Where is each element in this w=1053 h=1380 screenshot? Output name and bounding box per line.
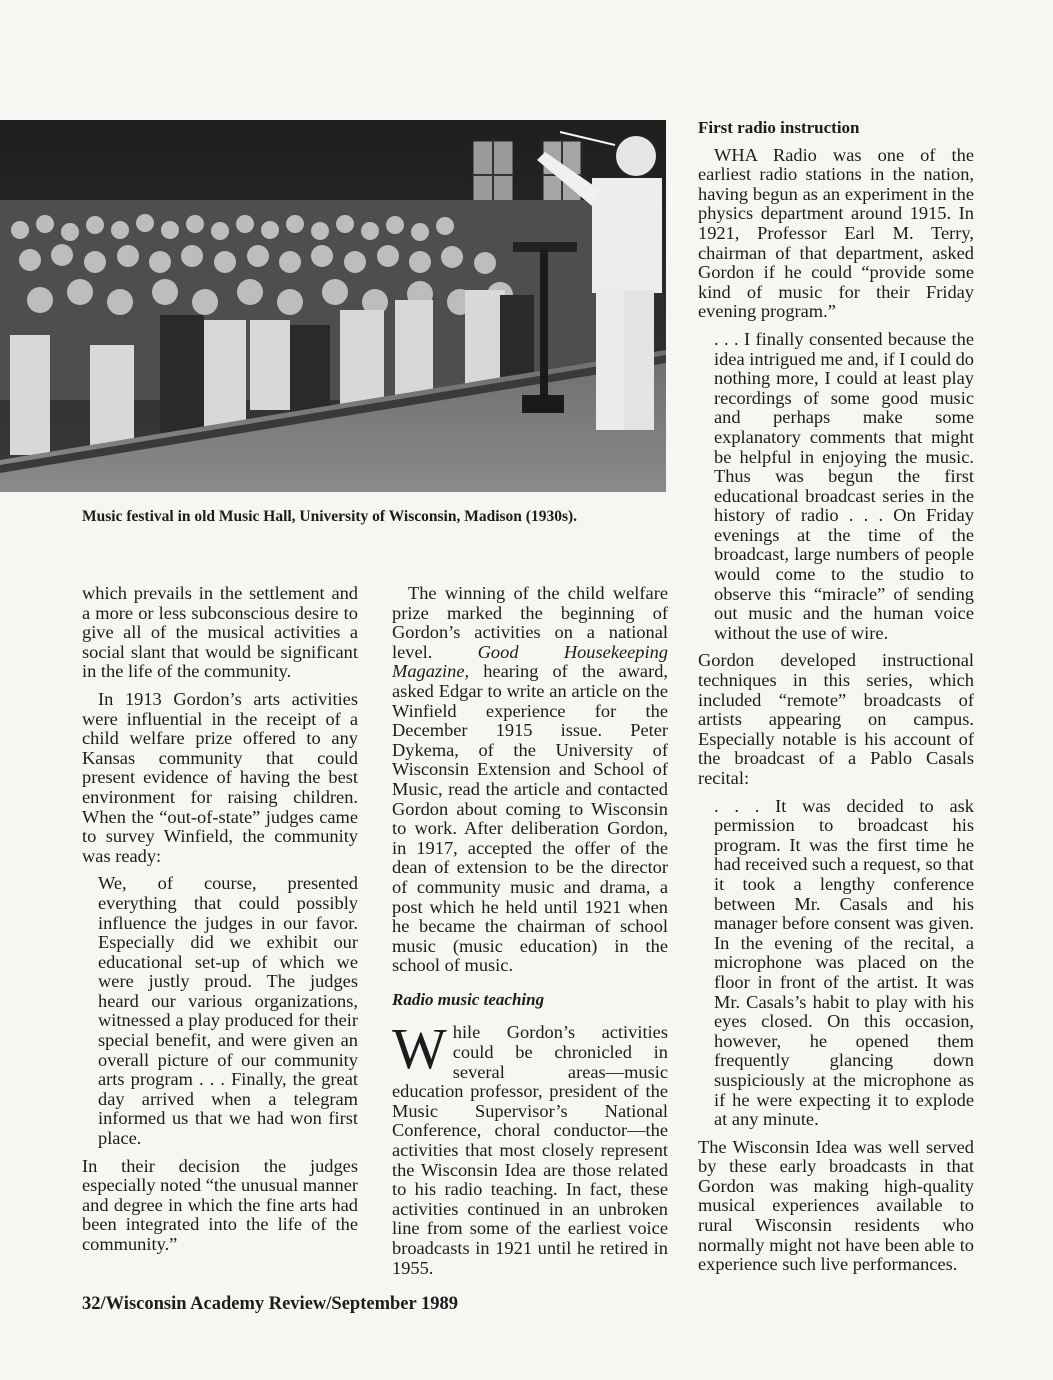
col2-p2-text: hile Gordon’s activities could be chronicled in several areas—music education professor, president of the Music Supervisor’s National Conference, choral conductor—the activities that most closely represent the Wisconsin Idea are those related to his radio teaching. In fact, these activities continued in an unbroken line from some of the earliest voice broadcasts in 1921 until he retired in 1955. — [392, 1022, 668, 1278]
page-footer: 32/Wisconsin Academy Review/September 1989 — [82, 1294, 458, 1314]
col3-paragraph-3: The Wisconsin Idea was well served by these early broadcasts in that Gordon was making high-quality musical experiences available to rural Wisconsin residents who normally might not have been able to experience such live performances. — [698, 1136, 974, 1275]
photo-caption: Music festival in old Music Hall, University of Wisconsin, Madison (1930s). — [82, 508, 578, 525]
column-1 — [82, 584, 358, 1255]
col1-quote: We, of course, presented everything that could possibly influence the judges in our favor. Especially did we exhibit our educational set-up of which we were justly proud. The judges heard our various organizations, witnessed a play produced for their special benefit, and were given an overall picture of our community arts program . . . Finally, the great day arrived when a telegram informed us that we had won first place. — [98, 873, 358, 1149]
music-festival-photo — [0, 120, 666, 492]
section-heading-first-radio-instruction: First radio instruction — [698, 118, 860, 137]
column-2 — [392, 584, 668, 1278]
column-3 — [698, 118, 974, 1275]
col3-paragraph-2: Gordon developed instructional techniques in this series, which included “remote” broadcasts of artists appearing on campus. Especially notable is his account of the broadcast of a Pablo Casals recital: — [698, 650, 974, 788]
col2-paragraph-1 — [392, 584, 668, 976]
col3-quote-1: . . . I finally consented because the idea intrigued me and, if I could do nothing more, I could at least play recordings of some good music and perhaps make some explanatory comments that might be helpful in enjoying the music. Thus was begun the first educational broadcast series in the history of radio . . . On Friday evenings at the time of the broadcast, large numbers of people would come to the studio to observe this “miracle” of sending out music and the human voice without the use of wire. — [714, 328, 974, 643]
photo-illustration — [0, 120, 666, 492]
col2-p1-start: The winning of the child welfare prize marked the beginning of Gordon’s activities on a national level. — [392, 583, 668, 662]
section-heading-radio-music-teaching: Radio music teaching — [392, 989, 545, 1009]
col3-quote-2: . . . It was decided to ask permission to broadcast his program. It was the first time he had received such a request, so that it took a lengthy conference between Mr. Casals and his manager before consent was given. In the evening of the recital, a microphone was placed on the floor in front of the artist. It was Mr. Casals’s habit to play with his eyes closed. On this occasion, however, he opened them frequently glancing down suspiciously at the microphone as if he were expecting it to explode at any minute. — [714, 795, 974, 1130]
col2-p1-end: hearing of the award, asked Edgar to write an article on the Winfield experience for the December 1915 issue. Peter Dykema, of the University of Wisconsin Extension and School of Music, read the article and contacted Gordon about coming to Wisconsin to work. After deliberation Gordon, in 1917, accepted the offer of the dean of extension to be the director of community music and drama, a post which he held until 1921 when he became the chairman of school music (music education) in the school of music. — [392, 661, 668, 976]
col3-paragraph-1: WHA Radio was one of the earliest radio stations in the nation, having begun as an experiment in the physics department around 1915. In 1921, Professor Earl M. Terry, chairman of that department, asked Gordon if he could “provide some kind of music for their Friday evening program.” — [698, 144, 974, 322]
magazine-title: Good Housekeeping Magazine, — [392, 641, 669, 682]
col1-paragraph-1: which prevails in the settlement and a more or less subconscious desire to give all of the musical activities a social slant that would be significant in the life of the community. — [82, 583, 358, 682]
col1-paragraph-3: In their decision the judges especially noted “the unusual manner and degree in which the fine arts had been integrated into the life of the community.” — [82, 1155, 358, 1254]
col2-paragraph-2 — [392, 1016, 668, 1278]
col1-paragraph-2: In 1913 Gordon’s arts activities were influential in the receipt of a child welfare prize offered to any Kansas community that could present evidence of having the best environment for raising children. When the “out-of-state” judges came to survey Winfield, the community was ready: — [82, 688, 358, 866]
drop-cap: W — [392, 1016, 447, 1082]
